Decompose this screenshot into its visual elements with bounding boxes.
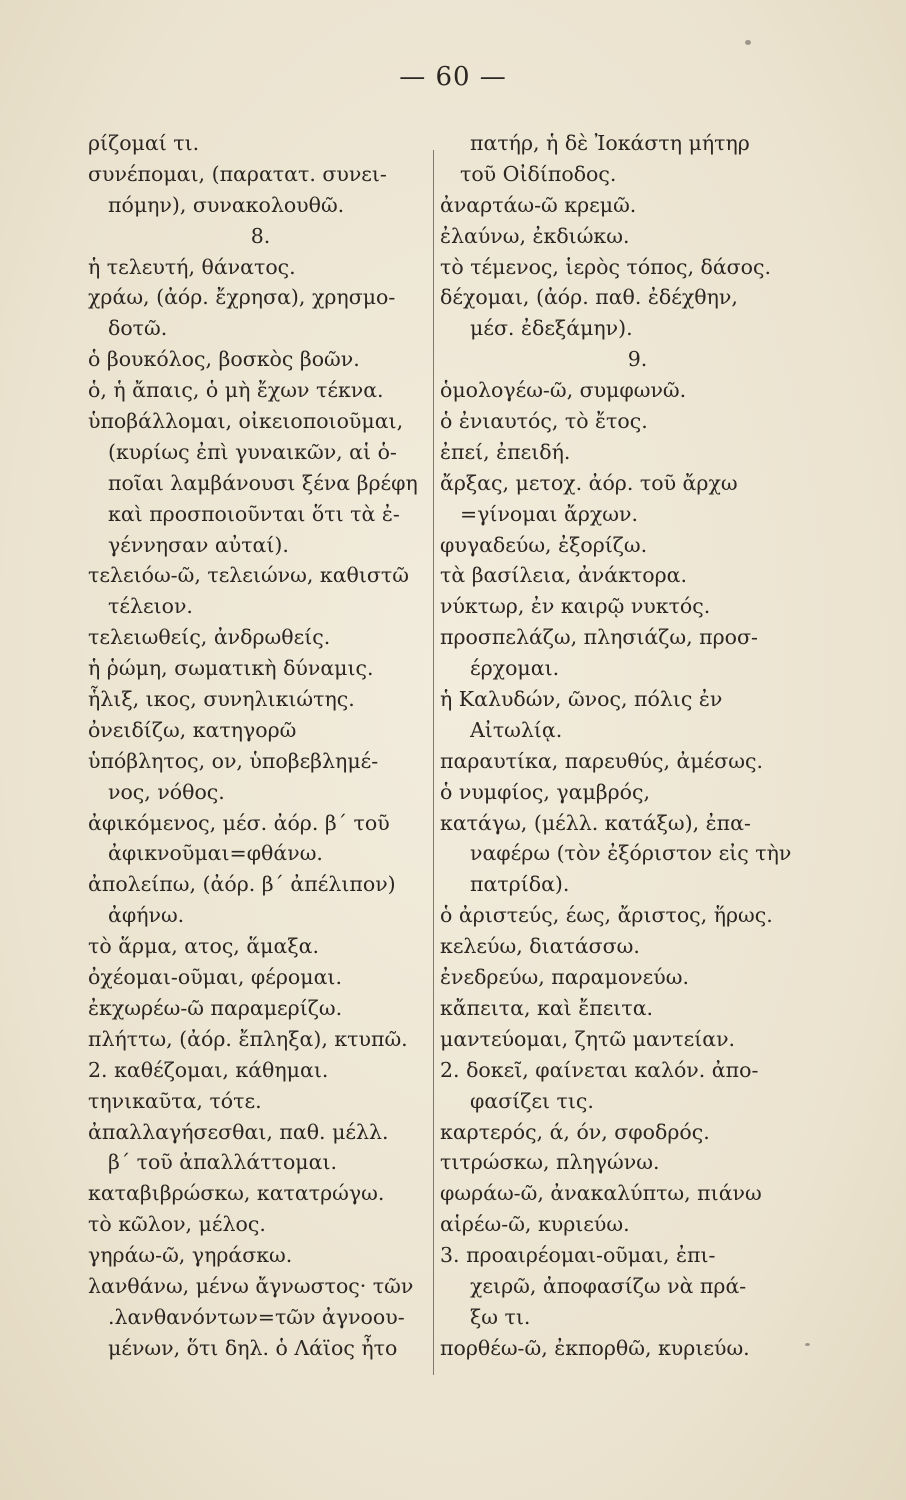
glossary-line: έρχομαι. (470, 656, 560, 681)
glossary-line: ὀχέομαι-οῦμαι, φέρομαι. (88, 965, 342, 990)
glossary-line: ἡ τελευτή, θάνατος. (88, 254, 296, 279)
glossary-line: τηνικαῦτα, τότε. (88, 1088, 262, 1113)
glossary-line: 2. καθέζομαι, κάθημαι. (88, 1057, 329, 1082)
glossary-line: ἀπαλλαγήσεσθαι, παθ. μέλλ. (88, 1119, 389, 1144)
glossary-line: ὁ ἀριστεύς, έως, ἄριστος, ἥρως. (440, 903, 773, 928)
glossary-line: καταβιβρώσκω, κατατρώγω. (88, 1181, 385, 1206)
glossary-line: (κυρίως ἐπὶ γυναικῶν, αἱ ὁ- (108, 439, 397, 464)
glossary-line: πλήττω, (ἀόρ. ἔπληξα), κτυπῶ. (88, 1026, 408, 1051)
glossary-line: ὁ ἐνιαυτός, τὸ ἔτος. (440, 409, 648, 434)
glossary-line: ποῖαι λαμβάνουσι ξένα βρέφη (108, 470, 418, 495)
glossary-line: =γίνομαι ἄρχων. (460, 501, 639, 526)
glossary-line: συνέπομαι, (παρατατ. συνει- (88, 161, 387, 186)
glossary-line: β΄ τοῦ ἀπαλλάττομαι. (108, 1150, 338, 1175)
glossary-line: κατάγω, (μέλλ. κατάξω), ἐπα- (440, 810, 751, 835)
glossary-line: 2. δοκεῖ, φαίνεται καλόν. ἀπο- (440, 1057, 759, 1082)
glossary-line: ὁμολογέω-ῶ, συμφωνῶ. (440, 378, 687, 403)
paper-speck (805, 1343, 810, 1346)
glossary-line: τιτρώσκω, πληγώνω. (440, 1150, 660, 1175)
glossary-line: ἐκχωρέω-ῶ παραμερίζω. (88, 995, 343, 1020)
glossary-line: φυγαδεύω, ἐξορίζω. (440, 532, 648, 557)
column-divider (433, 150, 434, 1375)
glossary-line: ἀφήνω. (108, 903, 185, 928)
glossary-line: τὸ ἅρμα, ατος, ἅμαξα. (88, 934, 319, 959)
glossary-line: ἀφικνοῦμαι=φθάνω. (108, 841, 323, 866)
glossary-line: ἄρξας, μετοχ. ἀόρ. τοῦ ἄρχω (440, 470, 738, 495)
glossary-line: τελειωθείς, ἀνδρωθείς. (88, 625, 331, 650)
glossary-line: ἧλιξ, ικος, συνηλικιώτης. (88, 687, 355, 712)
glossary-line: πόμην), συνακολουθῶ. (108, 192, 345, 217)
glossary-line: ξω τι. (470, 1304, 531, 1329)
glossary-line: ὁ νυμφίος, γαμβρός, (440, 779, 651, 804)
glossary-line: τοῦ Οἰδίποδος. (460, 161, 617, 186)
right-column (440, 128, 835, 1364)
glossary-line: τὰ βασίλεια, ἀνάκτορα. (440, 563, 688, 588)
glossary-line: πατήρ, ἡ δὲ Ἰοκάστη μήτηρ (470, 131, 750, 155)
glossary-line: ἀφικόμενος, μέσ. ἀόρ. β΄ τοῦ (88, 810, 390, 835)
glossary-line: ἐνεδρεύω, παραμονεύω. (440, 965, 689, 990)
glossary-line: ἡ ῥώμη, σωματικὴ δύναμις. (88, 656, 374, 681)
glossary-line: δοτῶ. (108, 316, 168, 341)
glossary-line: ἀναρτάω-ῶ κρεμῶ. (440, 192, 637, 217)
glossary-line: ὀνειδίζω, κατηγορῶ (88, 717, 297, 742)
glossary-line: δέχομαι, (ἀόρ. παθ. ἐδέχθην, (440, 285, 738, 310)
glossary-line: ὁ βουκόλος, βοσκὸς βοῶν. (88, 347, 360, 372)
glossary-line: χειρῶ, ἀποφασίζω νὰ πρά- (470, 1273, 747, 1298)
glossary-line: πατρίδα). (470, 872, 570, 897)
glossary-line: τέλειον. (108, 594, 193, 619)
paper-speck (745, 40, 751, 45)
glossary-line: τελειόω-ῶ, τελειώνω, καθιστῶ (88, 563, 409, 588)
glossary-line: τὸ κῶλον, μέλος. (88, 1212, 266, 1237)
glossary-line: ὑποβάλλομαι, οἰκειοποιοῦμαι, (88, 409, 404, 434)
glossary-line: νος, νόθος. (108, 779, 225, 804)
glossary-line: λανθάνω, μένω ἄγνωστος· τῶν (88, 1273, 414, 1298)
glossary-line: αἱρέω-ῶ, κυριεύω. (440, 1212, 630, 1237)
glossary-line: ἀπολείπω, (ἀόρ. β΄ ἀπέλιπον) (88, 872, 396, 897)
glossary-line: καὶ προσποιοῦνται ὅτι τὰ ἐ- (108, 501, 400, 526)
glossary-line: Αἰτωλίᾳ. (470, 717, 563, 742)
glossary-line: γέννησαν αὐταί). (108, 532, 289, 557)
glossary-line: .λανθανόντων=τῶν ἀγνοου- (108, 1304, 405, 1329)
glossary-line: ὑπόβλητος, ον, ὑποβεβλημέ- (88, 748, 379, 773)
glossary-line: νύκτωρ, ἐν καιρῷ νυκτός. (440, 594, 711, 619)
glossary-line: καρτερός, ά, όν, σφοδρός. (440, 1119, 710, 1144)
glossary-line: μέσ. ἐδεξάμην). (470, 316, 633, 341)
glossary-line: τὸ τέμενος, ἱερὸς τόπος, δάσος. (440, 254, 772, 279)
glossary-line: ἐλαύνω, ἐκδιώκω. (440, 223, 630, 248)
section-number: 8. (250, 223, 271, 248)
glossary-line: φωράω-ῶ, ἀνακαλύπτω, πιάνω (440, 1181, 762, 1206)
glossary-line: μαντεύομαι, ζητῶ μαντείαν. (440, 1026, 736, 1051)
glossary-line: ὁ, ἡ ἄπαις, ὁ μὴ ἔχων τέκνα. (88, 378, 384, 403)
glossary-line: ναφέρω (τὸν ἐξόριστον εἰς τὴν (470, 841, 792, 866)
glossary-line: ἐπεί, ἐπειδή. (440, 439, 571, 464)
left-column (88, 128, 433, 1364)
glossary-line: 3. προαιρέομαι-οῦμαι, ἐπι- (440, 1243, 716, 1268)
glossary-line: κἄπειτα, καὶ ἔπειτα. (440, 995, 654, 1020)
glossary-line: ἡ Καλυδών, ῶνος, πόλις ἐν (440, 687, 723, 712)
glossary-line: φασίζει τις. (470, 1088, 594, 1113)
glossary-line: μένων, ὅτι δηλ. ὁ Λάϊος ἦτο (108, 1335, 398, 1360)
glossary-line: κελεύω, διατάσσω. (440, 934, 640, 959)
glossary-line: προσπελάζω, πλησιάζω, προσ- (440, 625, 758, 650)
section-number: 9. (627, 347, 648, 372)
page-number: — 60 — (399, 62, 507, 92)
glossary-line: πορθέω-ῶ, ἐκπορθῶ, κυριεύω. (440, 1335, 750, 1360)
glossary-line: ρίζομαί τι. (88, 131, 200, 155)
glossary-line: παραυτίκα, παρευθύς, ἀμέσως. (440, 748, 764, 773)
glossary-line: χράω, (ἀόρ. ἔχρησα), χρησμο- (88, 285, 396, 310)
glossary-line: γηράω-ῶ, γηράσκω. (88, 1243, 293, 1268)
